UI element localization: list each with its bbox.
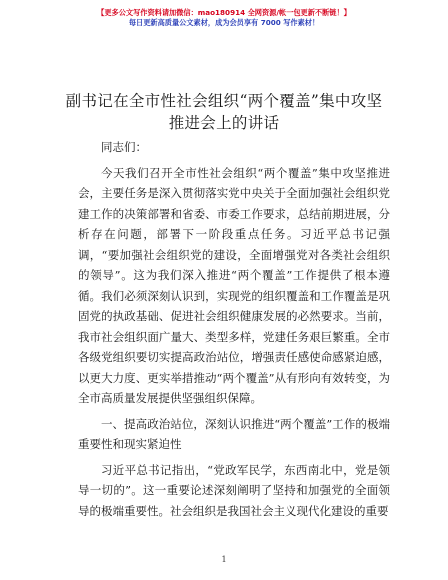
promo-banner-line-2: 每日更新高质量公文素材，成为会员享有 7000 写作素材！ <box>128 18 320 27</box>
promo-banner <box>0 8 448 28</box>
section-heading: 一、提高政治站位，深刻认识推进“两个覆盖”工作的极端重要性和现实紧迫性 <box>78 416 390 451</box>
page-number: 1 <box>221 555 227 564</box>
salutation: 同志们： <box>101 140 147 154</box>
body-paragraph: 今天我们召开全市性社会组织“两个覆盖”集中攻坚推进会，主要任务是深入贯彻落实党中央关于全面加强社会组织党建工作的决策部署和省委、市委工作要求，总结前期进展，分析存在问题，部署下一阶段重点任务。习近平总书记强调，“要加强社会组织党的建设，全面增强党对各类社会组织的领导”。这为我们深入推进“两个覆盖”工作提供了根本遵循。我们必须深刻认识到，实现党的组织覆盖和工作覆盖是巩固党的执政基础、促进社会组织健康发展的必然要求。当前，我市社会组织面广量大、类型多样，党建任务艰巨繁重。全市各级党组织要切实提高政治站位，增强责任感使命感紧迫感，以更大力度、更实举措推动“两个覆盖”从有形向有效转变，为全市高质量发展提供坚强组织保障。 <box>78 165 390 405</box>
promo-banner-line-1: 【更多公文写作资料请加微信：mao180914 全网资源/帐一包更新不断链！】 <box>97 8 351 17</box>
document-body <box>78 137 390 526</box>
body-paragraph: 习近平总书记指出，“党政军民学，东西南北中，党是领导一切的”。这一重要论述深刻阐明了坚持和加强党的全面领导的极端重要性。社会组织是我国社会主义现代化建设的重要 <box>78 462 390 518</box>
document-title: 副书记在全市性社会组织“两个覆盖”集中攻坚推进会上的讲话 <box>65 92 383 132</box>
